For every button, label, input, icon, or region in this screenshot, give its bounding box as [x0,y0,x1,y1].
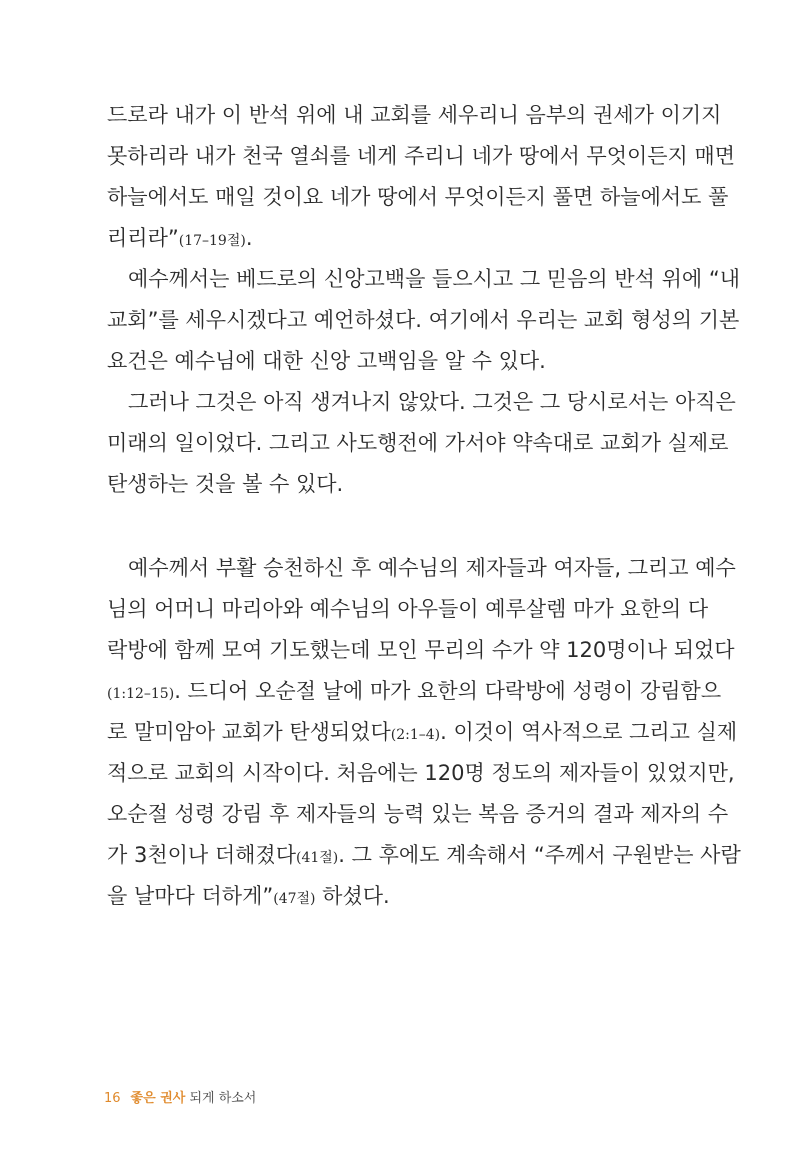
text-fragment: . 이것이 역사적으로 그리고 실제 [440,720,738,744]
verse-reference: (17–19절) [178,233,246,249]
text-line [107,223,667,256]
text-line: 요건은 예수님에 대한 신앙 고백임을 알 수 있다. [107,349,546,373]
text-fragment: . [245,226,253,250]
text-line: 님의 어머니 마리아와 예수님의 아우들이 예루살렘 마가 요한의 다 [107,597,709,621]
text-line [107,717,738,750]
book-title-brand: 좋은 권사 [130,1091,186,1106]
text-fragment: . 그 후에도 계속해서 “주께서 구원받는 사람 [338,843,741,867]
text-fragment: . 드디어 오순절 날에 마가 요한의 다락방에 성령이 강림함으 [174,679,722,703]
text-line: 예수께서는 베드로의 신앙고백을 들으시고 그 믿음의 반석 위에 “내 [128,267,741,291]
text-fragment: 가 3천이나 더해졌다 [107,843,296,867]
text-line [107,676,722,709]
text-line: 드로라 내가 이 반석 위에 내 교회를 세우리니 음부의 권세가 이기지 [107,103,722,127]
text-fragment: 리리라” [107,226,179,250]
text-line: 적으로 교회의 시작이다. 처음에는 120명 정도의 제자들이 있었지만, [107,761,735,785]
text-line: 미래의 일이었다. 그리고 사도행전에 가서야 약속대로 교회가 실제로 [107,431,729,455]
text-line: 하늘에서도 매일 것이요 네가 땅에서 무엇이든지 풀면 하늘에서도 풀 [107,185,729,209]
verse-reference: (41절) [296,850,339,866]
book-title-subtitle: 되게 하소서 [185,1091,257,1106]
verse-reference: (47절) [273,891,316,907]
text-fragment: 하셨다. [315,884,390,908]
text-line: 예수께서 부활 승천하신 후 예수님의 제자들과 여자들, 그리고 예수 [128,556,736,580]
page-number: 16 [104,1091,121,1106]
text-line: 탄생하는 것을 볼 수 있다. [107,472,344,496]
page-footer [104,1090,256,1108]
text-line: 락방에 함께 모여 기도했는데 모인 무리의 수가 약 120명이나 되었다 [107,638,735,662]
text-line: 못하리라 내가 천국 열쇠를 네게 주리니 네가 땅에서 무엇이든지 매면 [107,144,736,168]
text-fragment: 을 날마다 더하게” [107,884,274,908]
text-fragment: 로 말미암아 교회가 탄생되었다 [107,720,391,744]
verse-reference: (1:12–15) [107,686,175,702]
text-line: 오순절 성령 강림 후 제자들의 능력 있는 복음 증거의 결과 제자의 수 [107,802,729,826]
text-line: 그러나 그것은 아직 생겨나지 않았다. 그것은 그 당시로서는 아직은 [128,390,736,414]
verse-reference: (2:1–4) [390,727,441,743]
text-line [107,840,741,873]
text-line: 교회”를 세우시겠다고 예언하셨다. 여기에서 우리는 교회 형성의 기본 [107,308,740,332]
text-line [107,881,667,914]
